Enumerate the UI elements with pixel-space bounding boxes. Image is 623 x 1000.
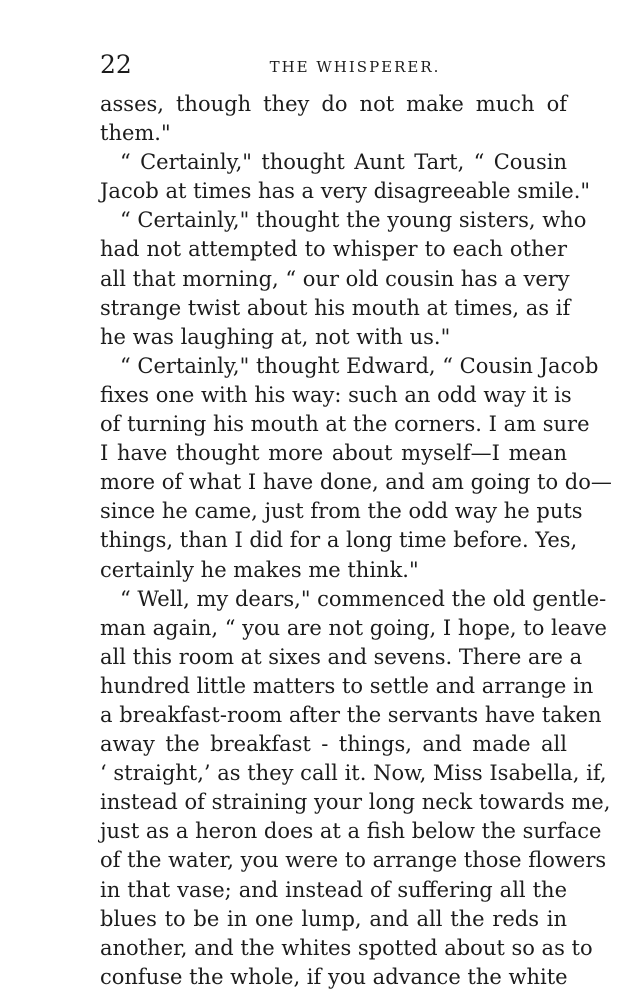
text-line: he was laughing at, not with us."	[100, 324, 451, 349]
text-line: more of what I have done, and am going to do—	[100, 470, 612, 495]
text-line: all that morning, “ our old cousin has a very	[100, 266, 570, 291]
body-text	[100, 90, 612, 992]
text-line: Jacob at times has a very disagreeable smile."	[100, 179, 591, 204]
text-line: another, and the whites spotted about so as to	[100, 935, 593, 960]
text-line: had not attempted to whisper to each other	[100, 237, 567, 262]
text-line: asses, though they do not make much of	[100, 92, 567, 116]
text-line: blues to be in one lump, and all the reds in	[100, 906, 567, 931]
text-line: man again, “ you are not going, I hope, to leave	[100, 615, 607, 640]
text-line: them."	[100, 121, 171, 146]
text-line: since he came, just from the odd way he puts	[100, 499, 583, 524]
running-title: THE WHISPERER.	[269, 58, 441, 76]
text-line: confuse the whole, if you advance the white	[100, 964, 568, 989]
text-line: “ Certainly," thought the young sisters, who	[120, 208, 587, 233]
text-line: in that vase; and instead of suffering all the	[100, 877, 567, 902]
text-line: I have thought more about myself—I mean	[100, 441, 567, 466]
text-line: strange twist about his mouth at times, as if	[100, 295, 571, 320]
text-line: “ Well, my dears," commenced the old gentle-	[120, 586, 607, 611]
text-line: ‘ straight,’ as they call it. Now, Miss Isabella, if,	[100, 761, 607, 786]
text-line: “ Certainly," thought Aunt Tart, “ Cousin	[120, 150, 567, 175]
text-line: of the water, you were to arrange those flowers	[100, 848, 607, 873]
text-line: “ Certainly," thought Edward, “ Cousin Jacob	[120, 353, 599, 378]
text-line: all this room at sixes and sevens. There are a	[100, 644, 583, 669]
text-line: certainly he makes me think."	[100, 557, 419, 582]
text-line: away the breakfast - things, and made all	[100, 732, 567, 757]
text-line: of turning his mouth at the corners. I am sure	[100, 412, 590, 437]
page-header	[100, 50, 570, 80]
text-line: things, than I did for a long time before. Yes,	[100, 528, 578, 553]
text-line: hundred little matters to settle and arrange in	[100, 673, 594, 698]
text-line: a breakfast-room after the servants have taken	[100, 702, 602, 727]
text-line: instead of straining your long neck towards me,	[100, 790, 611, 815]
text-line: just as a heron does at a fish below the surface	[100, 819, 602, 844]
page-number: 22	[100, 50, 132, 79]
text-line: fixes one with his way: such an odd way it is	[100, 382, 572, 407]
